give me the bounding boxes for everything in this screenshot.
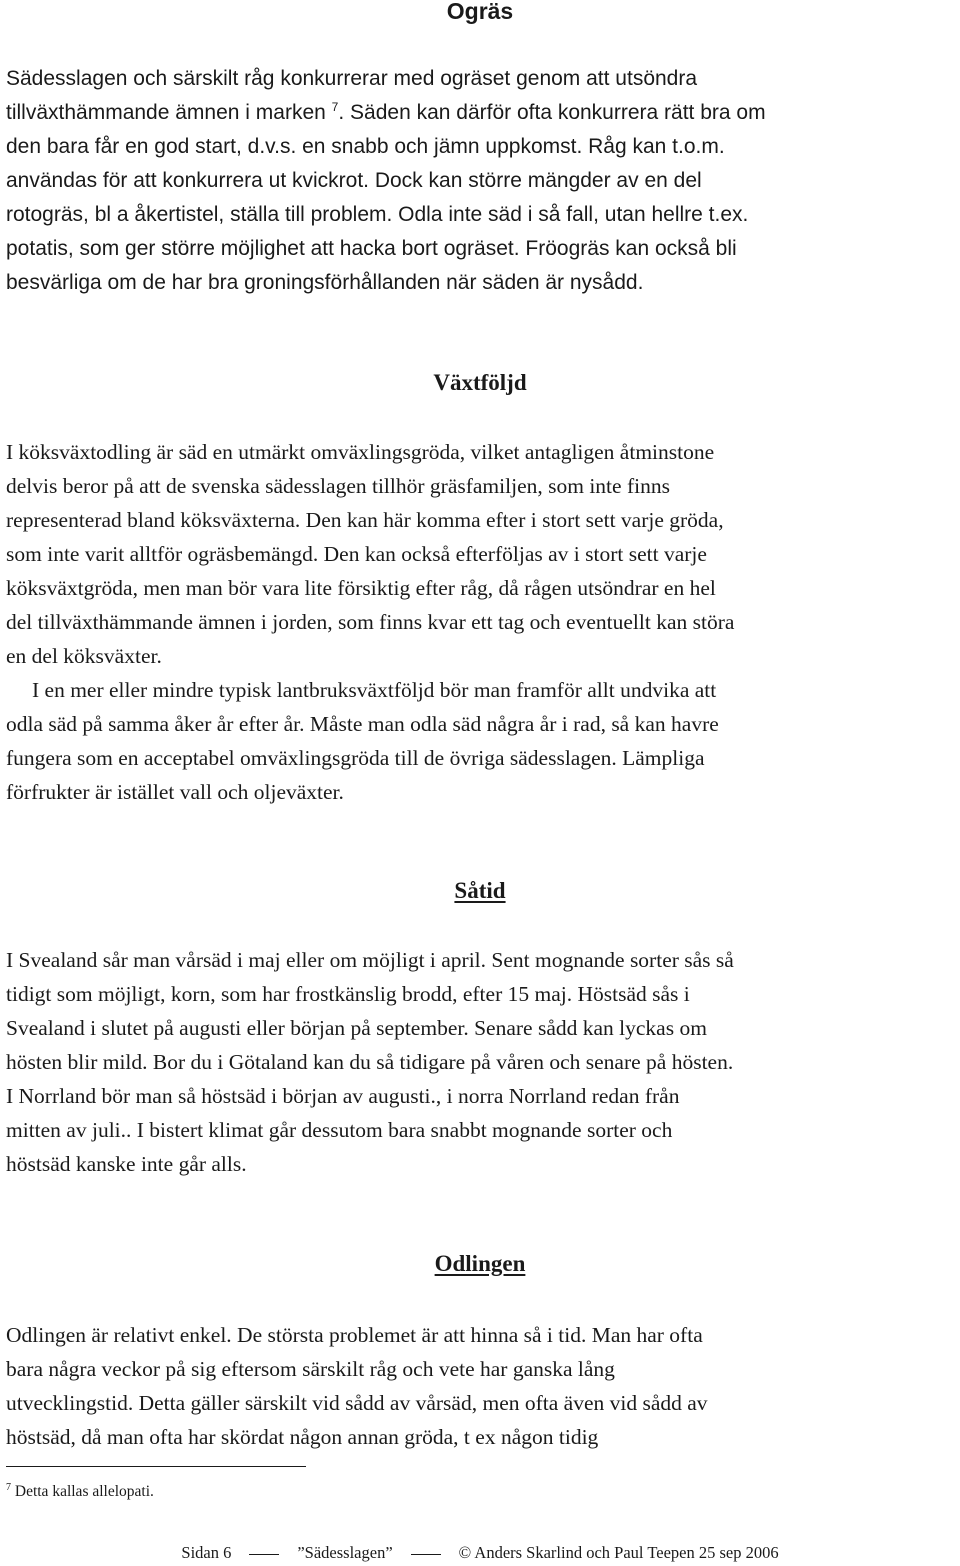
footer-page-number: Sidan 6	[181, 1543, 232, 1562]
text-line: Sädesslagen och särskilt råg konkurrerar med ogräset genom att utsöndra	[6, 67, 698, 90]
text-line: som inte varit alltför ogräsbemängd. Den kan också efterföljas av i stort sett varje	[6, 542, 707, 566]
text-line: höstsäd kanske inte går alls.	[6, 1152, 247, 1176]
text-line: I Svealand sår man vårsäd i maj eller om möjligt i april. Sent mognande sorter sås så	[6, 948, 734, 972]
footer-separator	[411, 1554, 441, 1555]
section-title-odlingen	[0, 1251, 960, 1277]
text-line: rotogräs, bl a åkertistel, ställa till problem. Odla inte säd i så fall, utan hellre t.ex.	[6, 203, 749, 226]
text-line: I Norrland bör man så höstsäd i början av augusti., i norra Norrland redan från	[6, 1084, 680, 1108]
footnote-number: 7	[6, 1481, 11, 1493]
text-line	[6, 96, 956, 130]
text-line: tidigt som möjligt, korn, som har frostkänslig brodd, efter 15 maj. Höstsäd sås i	[6, 982, 690, 1006]
text-line: besvärliga om de har bra groningsförhållanden när säden är nysådd.	[6, 271, 644, 294]
section-title-text: Odlingen	[434, 1251, 526, 1276]
paragraph-vaxtfoljd	[6, 435, 956, 809]
text-line: mitten av juli.. I bistert klimat går dessutom bara snabbt mognande sorter och	[6, 1118, 673, 1142]
text-line: fungera som en acceptabel omväxlingsgröda till de övriga sädesslagen. Lämpliga	[6, 746, 705, 770]
paragraph-satid	[6, 943, 956, 1181]
text-fragment: .	[338, 101, 345, 124]
text-fragment: tillväxthämmande ämnen i marken	[6, 101, 326, 124]
text-line: hösten blir mild. Bor du i Götaland kan du så tidigare på våren och senare på hösten.	[6, 1050, 734, 1074]
text-line: höstsäd, då man ofta har skördat någon annan gröda, t ex någon tidig	[6, 1425, 599, 1449]
text-line: Svealand i slutet på augusti eller början på september. Senare sådd kan lyckas om	[6, 1016, 707, 1040]
section-title-vaxtfoljd: Växtföljd	[433, 370, 527, 395]
paragraph-ograss	[6, 62, 956, 300]
footnote-text: Detta kallas allelopati.	[11, 1483, 154, 1500]
page-footer	[0, 1543, 960, 1563]
footnote-reference[interactable]: 7	[331, 100, 339, 114]
section-title-satid	[0, 878, 960, 904]
text-line: användas för att konkurrera ut kvickrot. Dock kan större mängder av en del	[6, 169, 702, 192]
text-line: potatis, som ger större möjlighet att hacka bort ogräset. Fröogräs kan också bli	[6, 237, 737, 260]
paragraph-odlingen	[6, 1318, 956, 1454]
section-title-ograss: Ogräs	[446, 0, 514, 24]
text-line: en del köksväxter.	[6, 644, 162, 668]
text-line: del tillväxthämmande ämnen i jorden, som finns kvar ett tag och eventuellt kan störa	[6, 610, 735, 634]
footnote-separator	[6, 1466, 306, 1467]
footer-copyright: © Anders Skarlind och Paul Teepen 25 sep 2006	[458, 1543, 779, 1562]
section-title-text: Såtid	[454, 878, 506, 903]
text-line: förfrukter är istället vall och oljeväxter.	[6, 780, 344, 804]
text-fragment: Säden kan därför ofta konkurrera rätt bra om	[344, 101, 766, 124]
footer-separator	[249, 1554, 279, 1555]
text-line: bara några veckor på sig eftersom särskilt råg och vete har ganska lång	[6, 1357, 615, 1381]
footnote	[6, 1483, 154, 1501]
text-line: den bara får en god start, d.v.s. en snabb och jämn uppkomst. Råg kan t.o.m.	[6, 135, 725, 158]
text-line: utvecklingstid. Detta gäller särskilt vid sådd av vårsäd, men ofta även vid sådd av	[6, 1391, 708, 1415]
text-line: odla säd på samma åker år efter år. Måste man odla säd några år i rad, så kan havre	[6, 712, 719, 736]
footer-document-title: ”Sädesslagen”	[297, 1543, 393, 1562]
text-line: I köksväxtodling är säd en utmärkt omväxlingsgröda, vilket antagligen åtminstone	[6, 440, 715, 464]
text-line: Odlingen är relativt enkel. De största problemet är att hinna så i tid. Man har ofta	[6, 1323, 703, 1347]
text-line: delvis beror på att de svenska sädesslagen tillhör gräsfamiljen, som inte finns	[6, 474, 670, 498]
text-line: köksväxtgröda, men man bör vara lite försiktig efter råg, då rågen utsöndrar en hel	[6, 576, 716, 600]
text-line: representerad bland köksväxterna. Den kan här komma efter i stort sett varje gröda,	[6, 508, 724, 532]
text-line: I en mer eller mindre typisk lantbruksväxtföljd bör man framför allt undvika att	[32, 678, 717, 702]
